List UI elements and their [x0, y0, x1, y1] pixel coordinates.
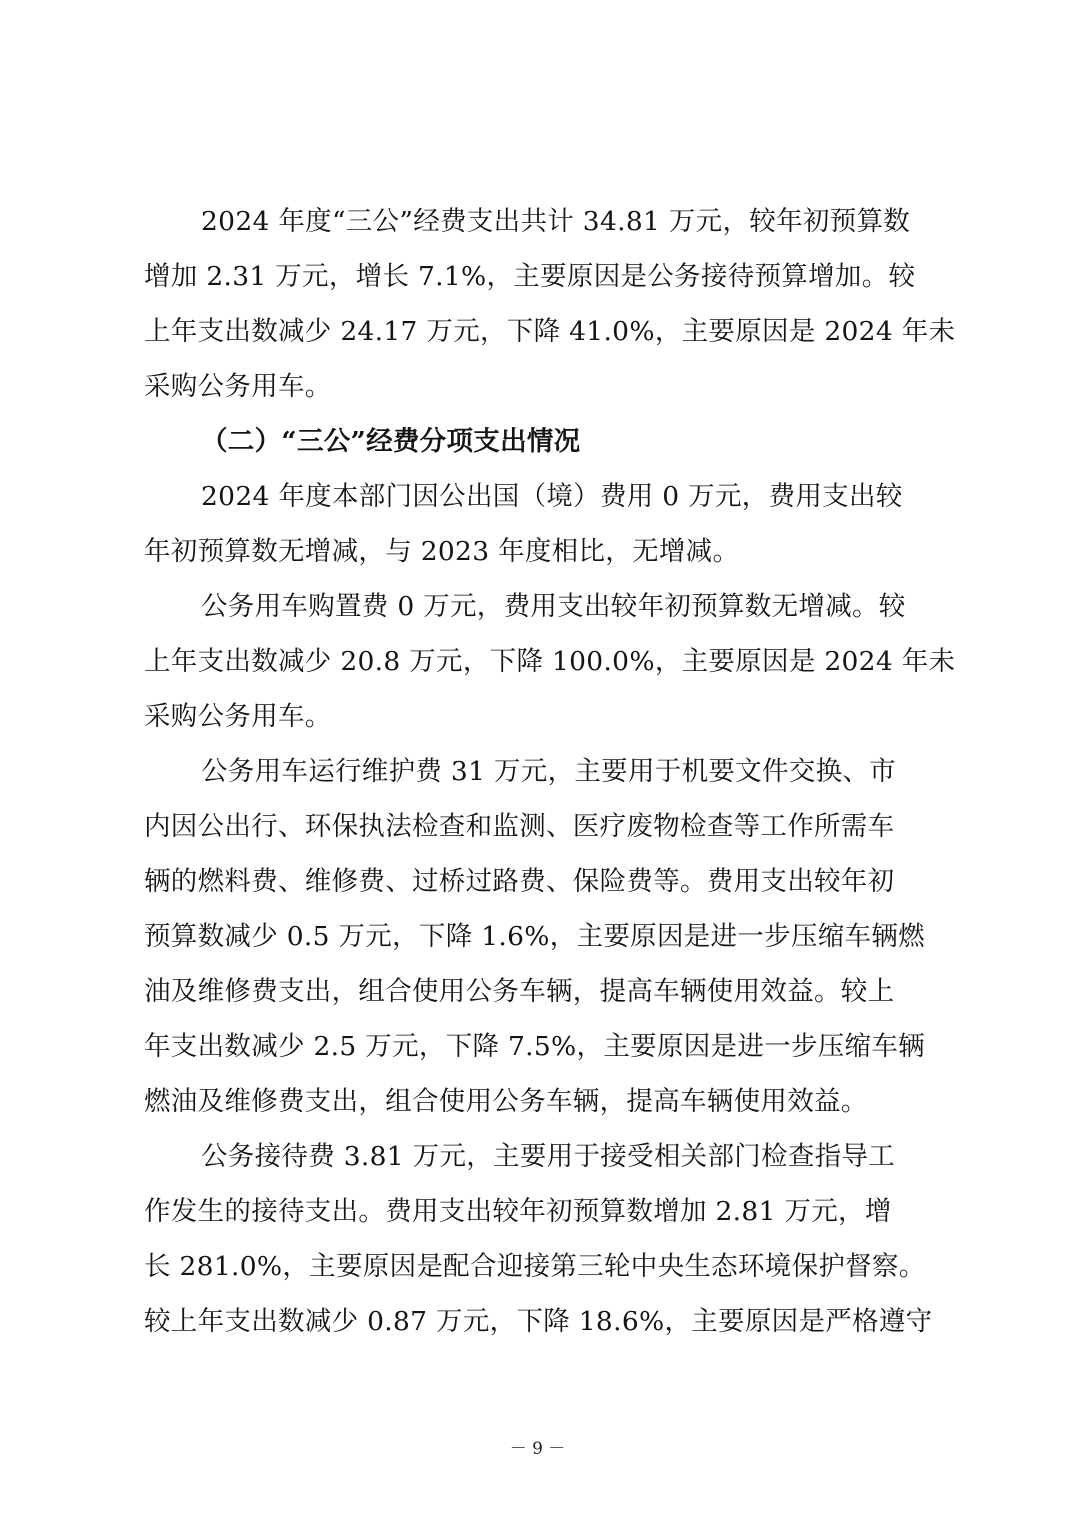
paragraph-vehicle-purchase-line: 采购公务用车。 — [144, 701, 332, 732]
document-body — [144, 194, 956, 1349]
paragraph-vehicle-maintenance-line: 油及维修费支出，组合使用公务车辆，提高车辆使用效益。较上 — [144, 976, 895, 1007]
paragraph-vehicle-purchase-line: 上年支出数减少 20.8 万元，下降 100.0%，主要原因是 2024 年未 — [144, 646, 956, 677]
paragraph-vehicle-maintenance-line: 内因公出行、环保执法检查和监测、医疗废物检查等工作所需车 — [144, 811, 895, 842]
section-heading: （二）“三公”经费分项支出情况 — [201, 426, 581, 457]
paragraph-reception-line: 作发生的接待支出。费用支出较年初预算数增加 2.81 万元，增 — [144, 1196, 892, 1227]
page-number: － 9 － — [509, 1439, 566, 1459]
paragraph-vehicle-maintenance-line: 辆的燃料费、维修费、过桥过路费、保险费等。费用支出较年初 — [144, 866, 895, 897]
paragraph-reception-line: 较上年支出数减少 0.87 万元，下降 18.6%，主要原因是严格遵守 — [144, 1306, 933, 1337]
paragraph-vehicle-purchase-line: 公务用车购置费 0 万元，费用支出较年初预算数无增减。较 — [201, 591, 906, 622]
paragraph-summary-line: 上年支出数减少 24.17 万元，下降 41.0%，主要原因是 2024 年未 — [144, 316, 956, 347]
paragraph-vehicle-maintenance-line: 预算数减少 0.5 万元，下降 1.6%，主要原因是进一步压缩车辆燃 — [144, 921, 925, 952]
paragraph-summary-line: 采购公务用车。 — [144, 371, 332, 402]
paragraph-summary-line: 2024 年度“三公”经费支出共计 34.81 万元，较年初预算数 — [201, 206, 911, 237]
paragraph-summary-line: 增加 2.31 万元，增长 7.1%，主要原因是公务接待预算增加。较 — [144, 261, 916, 292]
paragraph-vehicle-maintenance-line: 年支出数减少 2.5 万元，下降 7.5%，主要原因是进一步压缩车辆 — [144, 1031, 925, 1062]
paragraph-reception-line: 公务接待费 3.81 万元，主要用于接受相关部门检查指导工 — [201, 1141, 896, 1172]
paragraph-overseas-line: 年初预算数无增减，与 2023 年度相比，无增减。 — [144, 536, 740, 567]
paragraph-overseas-line: 2024 年度本部门因公出国（境）费用 0 万元，费用支出较 — [201, 481, 903, 512]
paragraph-vehicle-maintenance-line: 公务用车运行维护费 31 万元，主要用于机要文件交换、市 — [201, 756, 896, 787]
paragraph-vehicle-maintenance-line: 燃油及维修费支出，组合使用公务车辆，提高车辆使用效益。 — [144, 1086, 868, 1117]
paragraph-reception-line: 长 281.0%，主要原因是配合迎接第三轮中央生态环境保护督察。 — [144, 1251, 926, 1282]
